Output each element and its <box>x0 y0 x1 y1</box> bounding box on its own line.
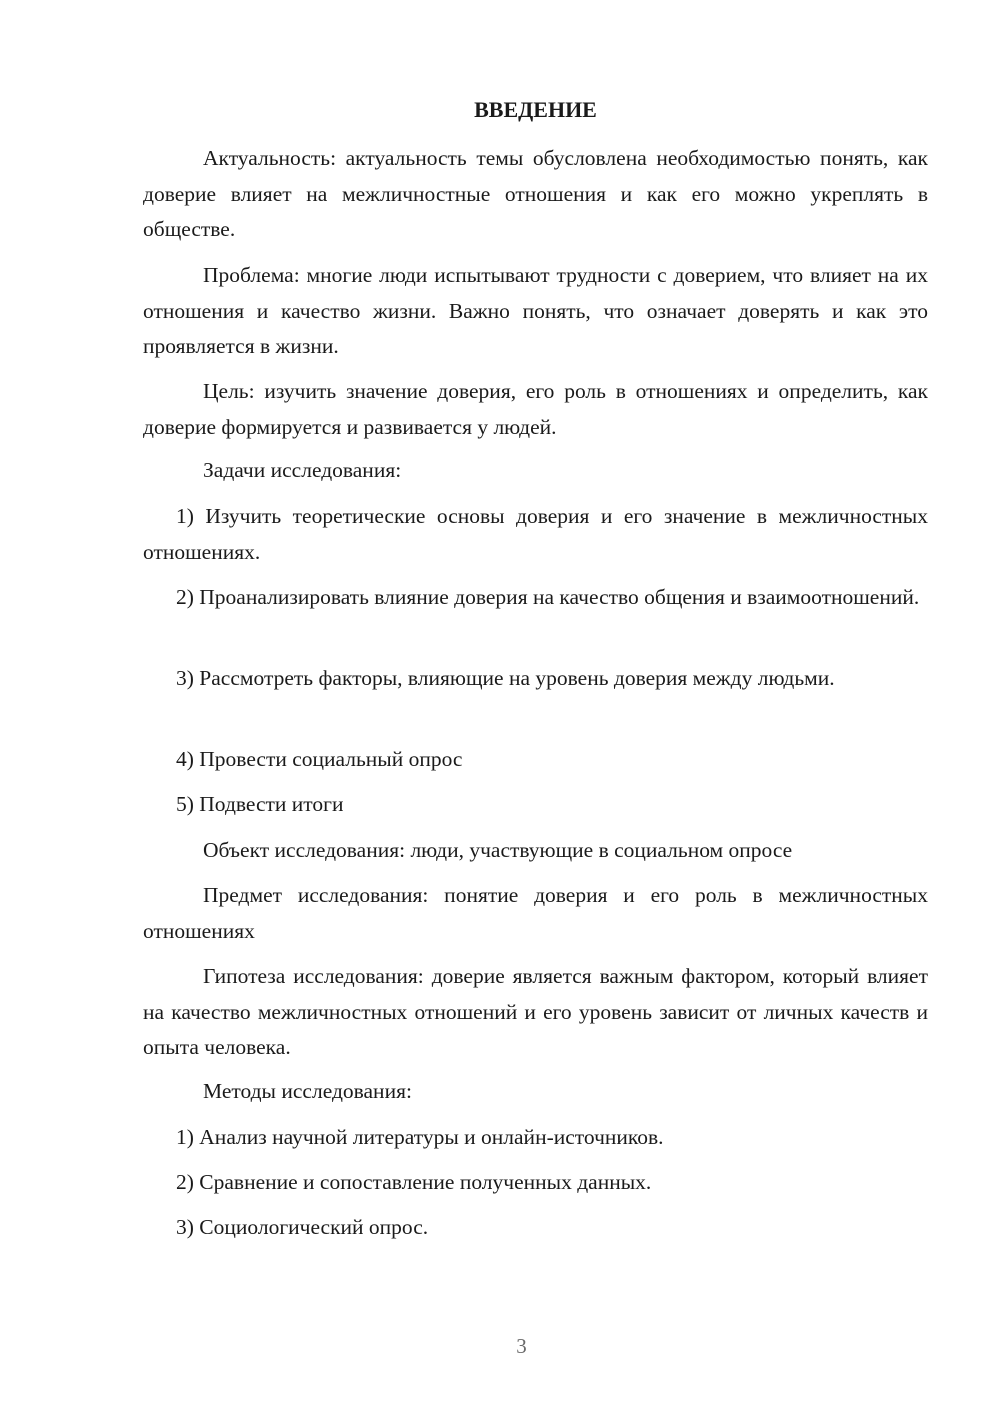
task-item: 2) Проанализировать влияние доверия на качество общения и взаимоотношений. <box>176 585 920 609</box>
problem-paragraph: Проблема: многие люди испытывают трудности с доверием, что влияет на их отношения и качество жизни. Важно понять, что означает доверять и как это проявляется в жизни. <box>143 263 928 358</box>
method-item: 3) Социологический опрос. <box>176 1215 429 1239</box>
goal-paragraph: Цель: изучить значение доверия, его роль в отношениях и определить, как доверие формируется и развивается у людей. <box>143 379 928 439</box>
page-number: 3 <box>516 1334 527 1358</box>
task-item: 4) Провести социальный опрос <box>176 747 463 771</box>
document-page <box>143 0 928 1414</box>
task-item: 3) Рассмотреть факторы, влияющие на уровень доверия между людьми. <box>176 666 835 690</box>
relevance-paragraph: Актуальность: актуальность темы обусловлена необходимостью понять, как доверие влияет на межличностные отношения и как его можно укреплять в обществе. <box>143 146 928 241</box>
task-item: 5) Подвести итоги <box>176 792 344 816</box>
object-paragraph: Объект исследования: люди, участвующие в социальном опросе <box>203 838 793 862</box>
method-item: 2) Сравнение и сопоставление полученных данных. <box>176 1170 652 1194</box>
methods-heading: Методы исследования: <box>203 1079 412 1103</box>
hypothesis-paragraph: Гипотеза исследования: доверие является важным фактором, который влияет на качество межличностных отношений и его уровень зависит от личных качеств и опыта человека. <box>143 964 928 1059</box>
tasks-heading: Задачи исследования: <box>203 458 402 482</box>
section-title: ВВЕДЕНИЕ <box>474 97 597 122</box>
subject-paragraph: Предмет исследования: понятие доверия и его роль в межличностных отношениях <box>143 883 928 943</box>
task-item: 1) Изучить теоретические основы доверия и его значение в межличностных отношениях. <box>143 504 928 564</box>
method-item: 1) Анализ научной литературы и онлайн-источников. <box>176 1125 664 1149</box>
